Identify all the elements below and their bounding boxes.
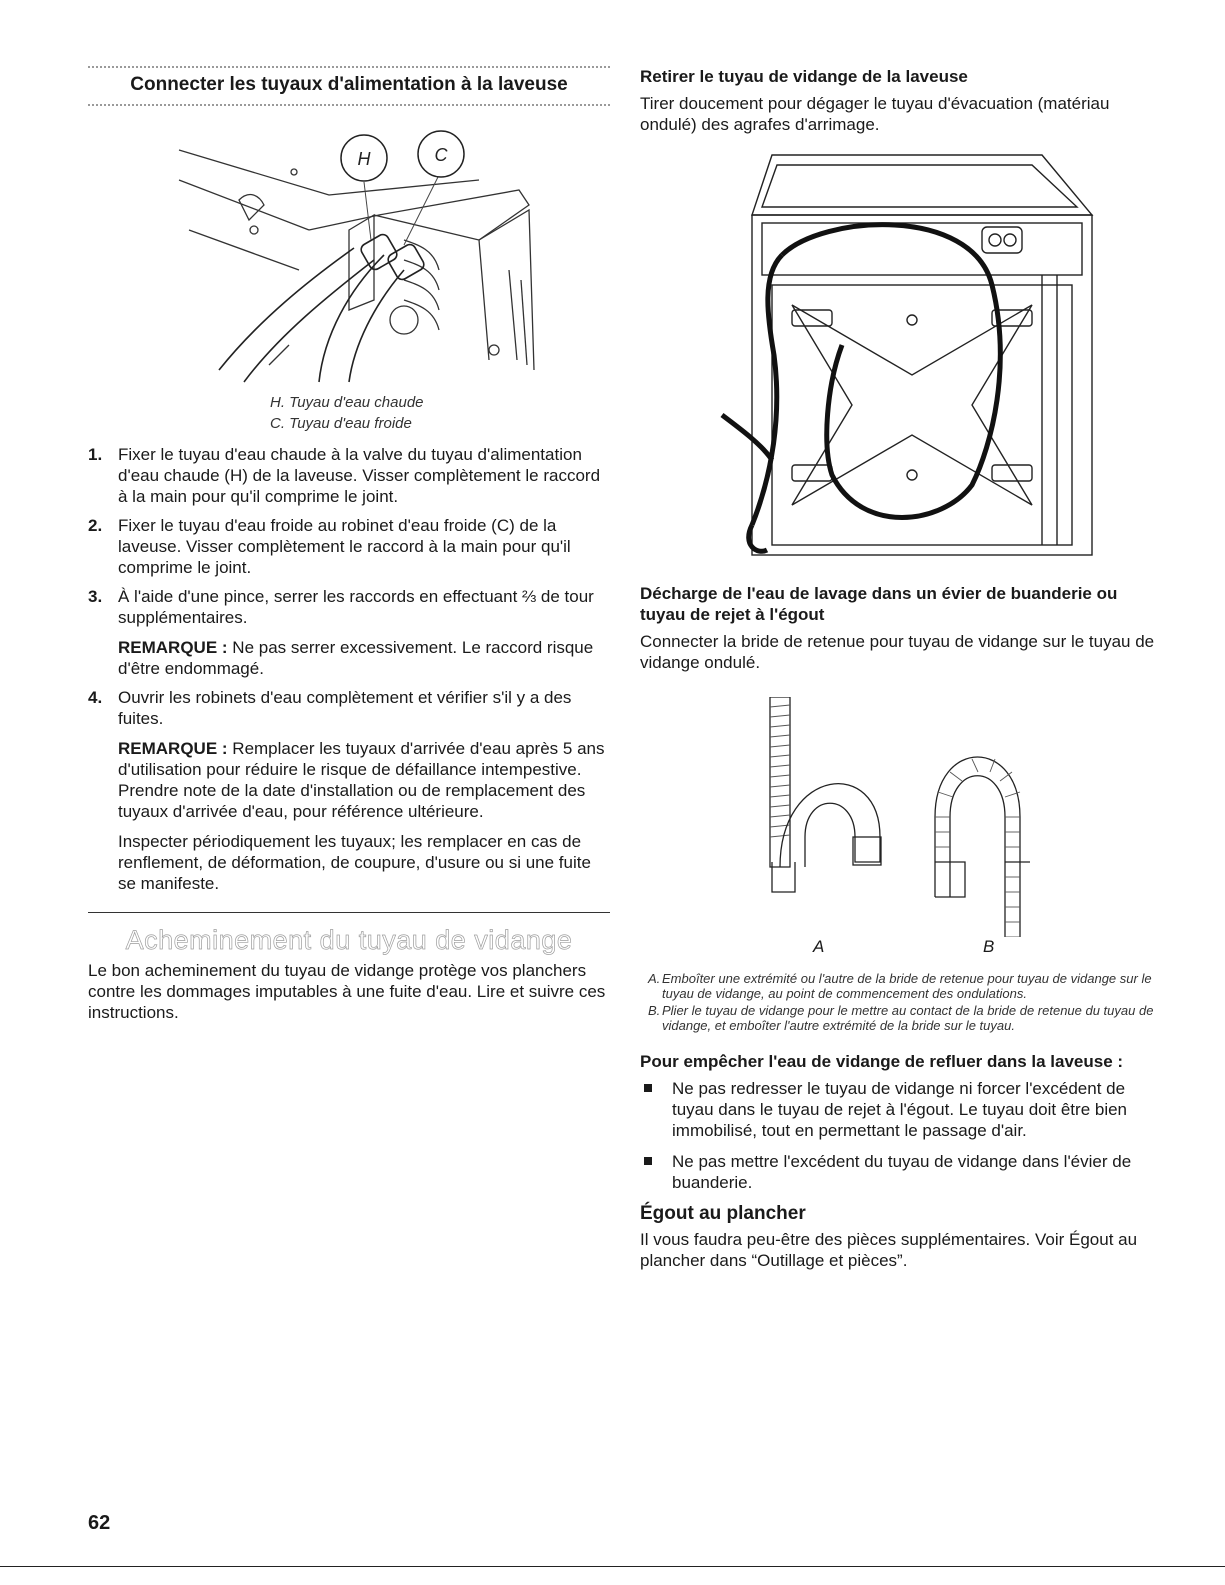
caption-text: Plier le tuyau de vidange pour le mettre au contact de la bride de retenue du tuyau de vidange, et emboîter l'autre extrémité de la bride sur le tuyau. — [662, 1003, 1154, 1033]
label-a: A — [813, 937, 825, 956]
caption-key: A. — [648, 971, 661, 986]
note-label: REMARQUE : — [118, 739, 228, 758]
caption-a — [640, 971, 1165, 1001]
step-2 — [88, 515, 610, 578]
section-bottom-rule — [88, 104, 610, 106]
caption-c: C. Tuyau d'eau froide — [270, 415, 412, 432]
section-title-drain-routing: Acheminement du tuyau de vidange — [125, 925, 573, 955]
note-text: Remplacer les tuyaux d'arrivée d'eau après 5 ans d'utilisation pour réduire le risque de défaillance intempestive. Prendre note de la date d'installation ou de remplacement des tuyaux d'arrivée d'eau, pour référence ultérieure. — [118, 739, 605, 821]
laundry-tub-text: Connecter la bride de retenue pour tuyau de vidange sur le tuyau de vidange ondulé. — [640, 632, 1155, 672]
caption-text: Emboîter une extrémité ou l'autre de la bride de retenue pour tuyau de vidange sur le tuyau de vidange, au point de commencement des ondulations. — [662, 971, 1152, 1001]
label-c: C — [434, 145, 448, 165]
left-column — [88, 66, 610, 1023]
step-3 — [88, 586, 610, 679]
page-bottom-rule — [0, 1566, 1225, 1567]
bullet-text: Ne pas mettre l'excédent du tuyau de vidange dans l'évier de buanderie. — [672, 1152, 1132, 1192]
figure-washer-back — [712, 145, 1112, 565]
step-4 — [88, 687, 610, 894]
page-number: 62 — [88, 1512, 111, 1534]
bullet-square-icon — [644, 1157, 652, 1165]
figure-water-hoses — [149, 120, 549, 388]
bullet-text: Ne pas redresser le tuyau de vidange ni forcer l'excédent de tuyau dans le tuyau de rejet à l'égout. Le tuyau doit être bien immobilisé, tout en permettant le passage d'air. — [672, 1079, 1128, 1140]
caption-key: B. — [648, 1003, 661, 1018]
step-number: 1. — [88, 445, 103, 464]
note-label: REMARQUE : — [118, 638, 228, 657]
hose-clip-captions — [640, 971, 1165, 1033]
section-title-connect-hoses: Connecter les tuyaux d'alimentation à la laveuse — [130, 74, 568, 95]
label-h: H — [357, 149, 371, 169]
step-4-note — [118, 738, 610, 822]
figure1-captions — [88, 392, 610, 434]
step-text: À l'aide d'une pince, serrer les raccords en effectuant ⅔ de tour supplémentaires. — [118, 587, 594, 627]
drain-routing-intro: Le bon acheminement du tuyau de vidange protège vos planchers contre les dommages imputables à une fuite d'eau. Lire et suivre ces instructions. — [88, 961, 606, 1022]
step-1 — [88, 444, 610, 507]
step-4-inspect: Inspecter périodiquement les tuyaux; les remplacer en cas de renflement, de déformation, de coupure, d'usure ou si une fuite se manifeste. — [118, 832, 591, 893]
heading-prevent-backflow: Pour empêcher l'eau de vidange de refluer dans la laveuse : — [640, 1052, 1124, 1071]
heading-remove-drain-hose: Retirer le tuyau de vidange de la laveuse — [640, 67, 968, 86]
step-text: Ouvrir les robinets d'eau complètement et vérifier s'il y a des fuites. — [118, 688, 572, 728]
section-divider — [88, 912, 610, 913]
heading-floor-drain: Égout au plancher — [640, 1203, 806, 1224]
step-text: Fixer le tuyau d'eau chaude à la valve du tuyau d'alimentation d'eau chaude (H) de la laveuse. Visser complètement le raccord à la main pour qu'il comprime le joint. — [118, 445, 601, 506]
caption-b — [640, 1003, 1165, 1033]
bullet-square-icon — [644, 1084, 652, 1092]
right-column — [640, 66, 1165, 1271]
installation-steps — [88, 444, 610, 894]
step-number: 3. — [88, 587, 103, 606]
label-b: B — [983, 937, 995, 956]
figure-hose-clip — [750, 697, 1050, 937]
step-number: 2. — [88, 516, 103, 535]
note-text: Ne pas serrer excessivement. Le raccord risque d'être endommagé. — [118, 638, 594, 678]
step-3-note — [118, 637, 610, 679]
backflow-bullets — [640, 1078, 1165, 1193]
bullet-item — [640, 1078, 1165, 1141]
figure-labels-ab — [640, 937, 1165, 961]
heading-laundry-tub-discharge: Décharge de l'eau de lavage dans un évier de buanderie ou tuyau de rejet à l'égout — [640, 584, 1118, 624]
caption-h: H. Tuyau d'eau chaude — [270, 394, 424, 411]
step-text: Fixer le tuyau d'eau froide au robinet d'eau froide (C) de la laveuse. Visser complètement le raccord à la main pour qu'il comprime le joint. — [118, 516, 571, 577]
remove-drain-hose-text: Tirer doucement pour dégager le tuyau d'évacuation (matériau ondulé) des agrafes d'arrimage. — [640, 94, 1110, 134]
floor-drain-text: Il vous faudra peu-être des pièces supplémentaires. Voir Égout au plancher dans “Outillage et pièces”. — [640, 1230, 1138, 1270]
step-number: 4. — [88, 688, 103, 707]
bullet-item — [640, 1151, 1165, 1193]
